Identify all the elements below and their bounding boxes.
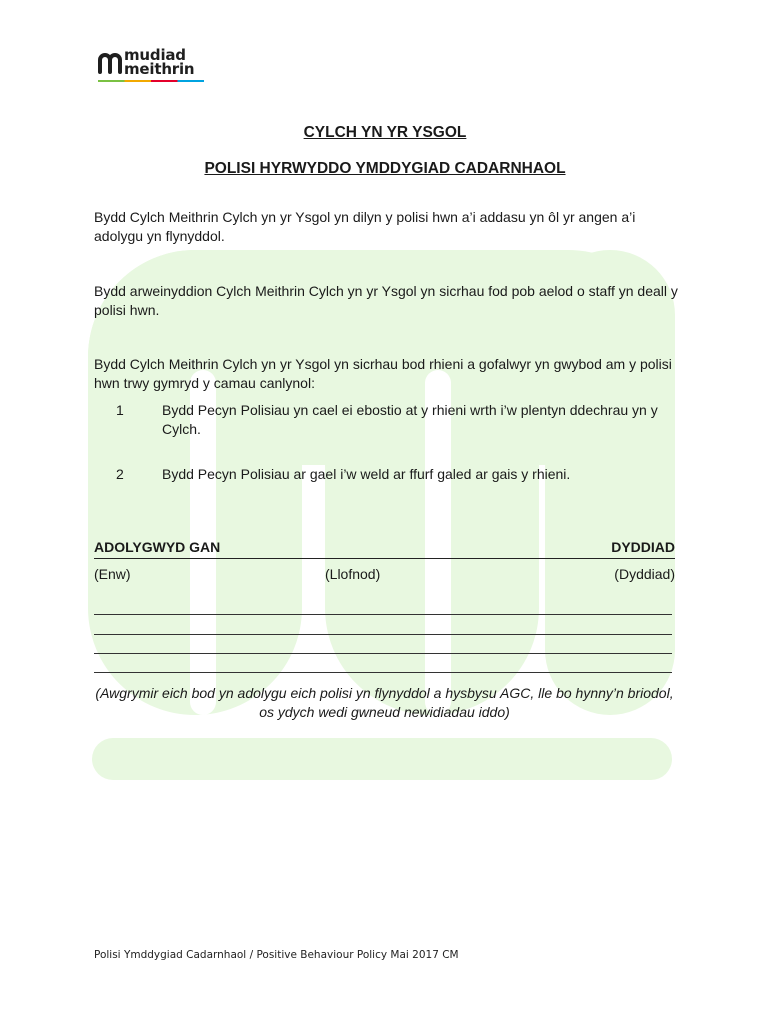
step-2-number: 2 [116, 466, 124, 482]
review-note: (Awgrymir eich bod yn adolygu eich polisi yn flynyddol a hysbysu AGC, lle bo hynny’n briodol, os ydych wedi gwneud newidiadau iddo) [95, 685, 674, 720]
signature-label: (Llofnod) [325, 566, 381, 582]
paragraph-1: Bydd Cylch Meithrin Cylch yn yr Ysgol yn dilyn y polisi hwn a’i addasu yn ôl yr angen a’i adolygu yn flynyddol. [94, 209, 636, 244]
signature-line [94, 614, 672, 615]
paragraph-3: Bydd Cylch Meithrin Cylch yn yr Ysgol yn sicrhau bod rhieni a gofalwyr yn gwybod am y polisi hwn trwy gymryd y camau canlynol: [94, 356, 672, 391]
document-subtitle: POLISI HYRWYDDO YMDDYGIAD CADARNHAOL [204, 160, 566, 177]
paragraph-2: Bydd arweinyddion Cylch Meithrin Cylch yn yr Ysgol yn sicrhau fod pob aelod o staff yn deall y polisi hwn. [94, 283, 678, 318]
step-1-number: 1 [116, 402, 124, 418]
document-title: CYLCH YN YR YSGOL [303, 124, 467, 141]
signature-line [94, 653, 672, 654]
reviewed-by-heading: ADOLYGWYD GAN [94, 539, 221, 555]
logo-text-mudiad: mudiad [124, 46, 186, 64]
logo-text-meithrin: meithrin [124, 60, 195, 78]
signature-line [94, 672, 672, 673]
step-1-text: Bydd Pecyn Polisiau yn cael ei ebostio at y rhieni wrth i’w plentyn ddechrau yn y Cylch. [162, 402, 658, 437]
page-footer: Polisi Ymddygiad Cadarnhaol / Positive Behaviour Policy Mai 2017 CM [94, 949, 459, 961]
name-label: (Enw) [94, 566, 131, 582]
date-label: (Dyddiad) [614, 566, 675, 582]
mudiad-meithrin-logo [98, 46, 208, 86]
logo-m-icon [98, 52, 122, 74]
signature-line [94, 634, 672, 635]
date-heading: DYDDIAD [611, 539, 675, 555]
logo-color-stripe [98, 80, 204, 82]
step-2-text: Bydd Pecyn Polisiau ar gael i’w weld ar ffurf galed ar gais y rhieni. [162, 466, 571, 482]
signature-heading-row [94, 538, 675, 559]
